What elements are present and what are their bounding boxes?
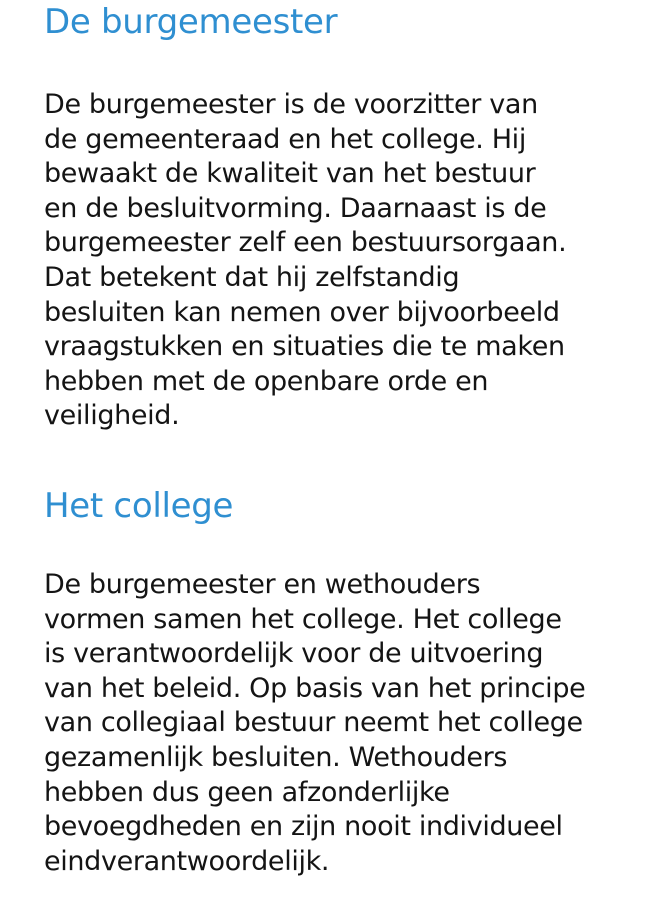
text-line: vraagstukken en situaties die te maken <box>44 331 565 363</box>
text-line: van collegiaal bestuur neemt het college <box>44 707 583 739</box>
text-line: hebben met de openbare orde en <box>44 365 489 397</box>
text-line: bevoegdheden en zijn nooit individueel <box>44 811 563 843</box>
text-line: De burgemeester en wethouders <box>44 569 481 600</box>
text-line: Dat betekent dat hij zelfstandig <box>44 261 460 293</box>
text-line: bewaakt de kwaliteit van het bestuur <box>44 158 536 190</box>
text-line: burgemeester zelf een bestuursorgaan. <box>44 227 567 259</box>
text-line: De burgemeester is de voorzitter van <box>44 89 538 120</box>
paragraph-college <box>44 568 585 879</box>
text-line: besluiten kan nemen over bijvoorbeeld <box>44 296 560 328</box>
text-line: vormen samen het college. Het college <box>44 603 562 635</box>
text-line: veiligheid. <box>44 400 180 432</box>
text-line: eindverantwoordelijk. <box>44 845 330 877</box>
text-line: is verantwoordelijk voor de uitvoering <box>44 638 544 670</box>
text-line: hebben dus geen afzonderlijke <box>44 776 450 808</box>
text-line: van het beleid. Op basis van het principe <box>44 672 586 704</box>
text-line: de gemeenteraad en het college. Hij <box>44 123 526 155</box>
section-heading-college: Het college <box>44 486 234 526</box>
text-line: en de besluitvorming. Daarnaast is de <box>44 192 547 224</box>
text-line: gezamenlijk besluiten. Wethouders <box>44 741 508 773</box>
paragraph-burgemeester <box>44 88 566 434</box>
section-heading-burgemeester: De burgemeester <box>44 2 338 42</box>
